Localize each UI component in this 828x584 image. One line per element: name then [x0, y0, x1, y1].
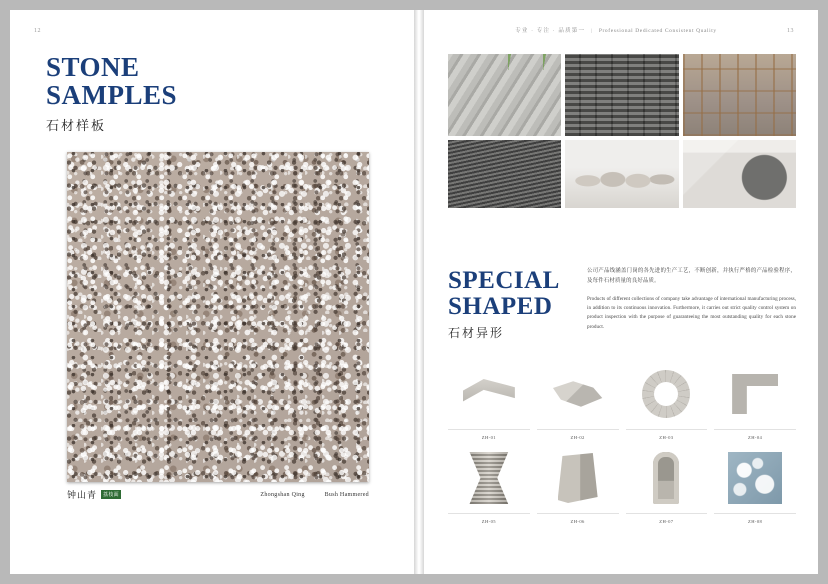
product-image-fluted-column-base — [448, 446, 530, 510]
product-code: ZH-07 — [659, 519, 674, 524]
product-grid — [448, 362, 796, 524]
page-number-left: 12 — [34, 28, 41, 34]
stone-sample-photo — [67, 152, 369, 482]
divider — [626, 429, 708, 430]
stone-samples-title — [46, 54, 177, 134]
running-head-cn: 专业 · 专注 · 品质第一 — [515, 28, 586, 34]
divider — [448, 429, 530, 430]
product-item — [626, 446, 708, 524]
divider — [448, 513, 530, 514]
product-code: ZH-05 — [481, 519, 496, 524]
product-image-planter-box — [537, 446, 619, 510]
divider — [714, 513, 796, 514]
product-code: ZH-04 — [748, 435, 763, 440]
running-head-separator: | — [591, 28, 593, 34]
product-image-interlocking-paver — [537, 362, 619, 426]
factory-photo-grid — [448, 54, 796, 222]
special-title-cn: 石材异形 — [448, 326, 505, 340]
product-image-corner-angle — [714, 362, 796, 426]
divider — [537, 429, 619, 430]
sample-name-pinyin: Zhongshan Qing — [260, 491, 305, 498]
title-cn: 石材样板 — [46, 119, 107, 135]
granite-texture — [67, 152, 369, 482]
sample-caption-en — [260, 492, 369, 498]
photo-round-bollards — [565, 140, 678, 208]
body-paragraph-en: Products of different collections of company take advantage of international manufacturing process, in addition to its continuous innovation. Furthermore, it carries out strict quality control system on product inspection with the purpose of guaranteeing the most outstanding quality for each stone product. — [587, 296, 796, 330]
special-title-line1: SPECIAL — [448, 267, 560, 294]
product-code: ZH-08 — [748, 519, 763, 524]
special-title-line2: SHAPED — [448, 292, 553, 320]
photo-stacked-kerbstones — [448, 54, 561, 136]
sample-caption — [67, 488, 369, 501]
title-en-line1: STONE — [46, 52, 140, 82]
divider — [626, 513, 708, 514]
product-item — [448, 362, 530, 440]
photo-bundled-grating-slabs — [448, 140, 561, 208]
product-item — [714, 446, 796, 524]
special-shaped-title — [448, 268, 560, 341]
product-item — [537, 362, 619, 440]
right-page — [414, 10, 818, 574]
product-item — [626, 362, 708, 440]
special-shaped-body — [587, 262, 796, 337]
photo-hammered-cobble-tops — [565, 54, 678, 136]
sample-name-cn: 钟山青 — [67, 491, 98, 501]
photo-shaped-dark-slabs — [683, 140, 796, 208]
product-code: ZH-06 — [570, 519, 585, 524]
product-code: ZH-01 — [481, 435, 496, 440]
body-paragraph-cn: 公司产品线涵盖门岗的各先进的生产工艺，不断创新，并执行严格的产品检验程序，及每件石材质量的良好品质。 — [587, 268, 796, 284]
product-image-curved-kerb — [448, 362, 530, 426]
running-head — [414, 26, 818, 34]
running-head-en: Professional Dedicated Consistent Quality — [598, 28, 717, 34]
product-item — [448, 446, 530, 524]
left-page — [10, 10, 414, 574]
product-image-carved-relief-panel — [714, 446, 796, 510]
divider — [537, 513, 619, 514]
product-image-bollard-post — [626, 446, 708, 510]
divider — [714, 429, 796, 430]
sample-finish-badge: 荔枝面 — [103, 492, 119, 498]
photo-crated-stone-blocks — [683, 54, 796, 136]
page-number-right: 13 — [787, 28, 794, 34]
sample-finish-en: Bush Hammered — [324, 491, 369, 498]
title-en-line2: SAMPLES — [46, 79, 178, 110]
product-item — [714, 362, 796, 440]
product-image-ring-segment — [626, 362, 708, 426]
product-code: ZH-03 — [659, 435, 674, 440]
product-item — [537, 446, 619, 524]
product-code: ZH-02 — [570, 435, 585, 440]
